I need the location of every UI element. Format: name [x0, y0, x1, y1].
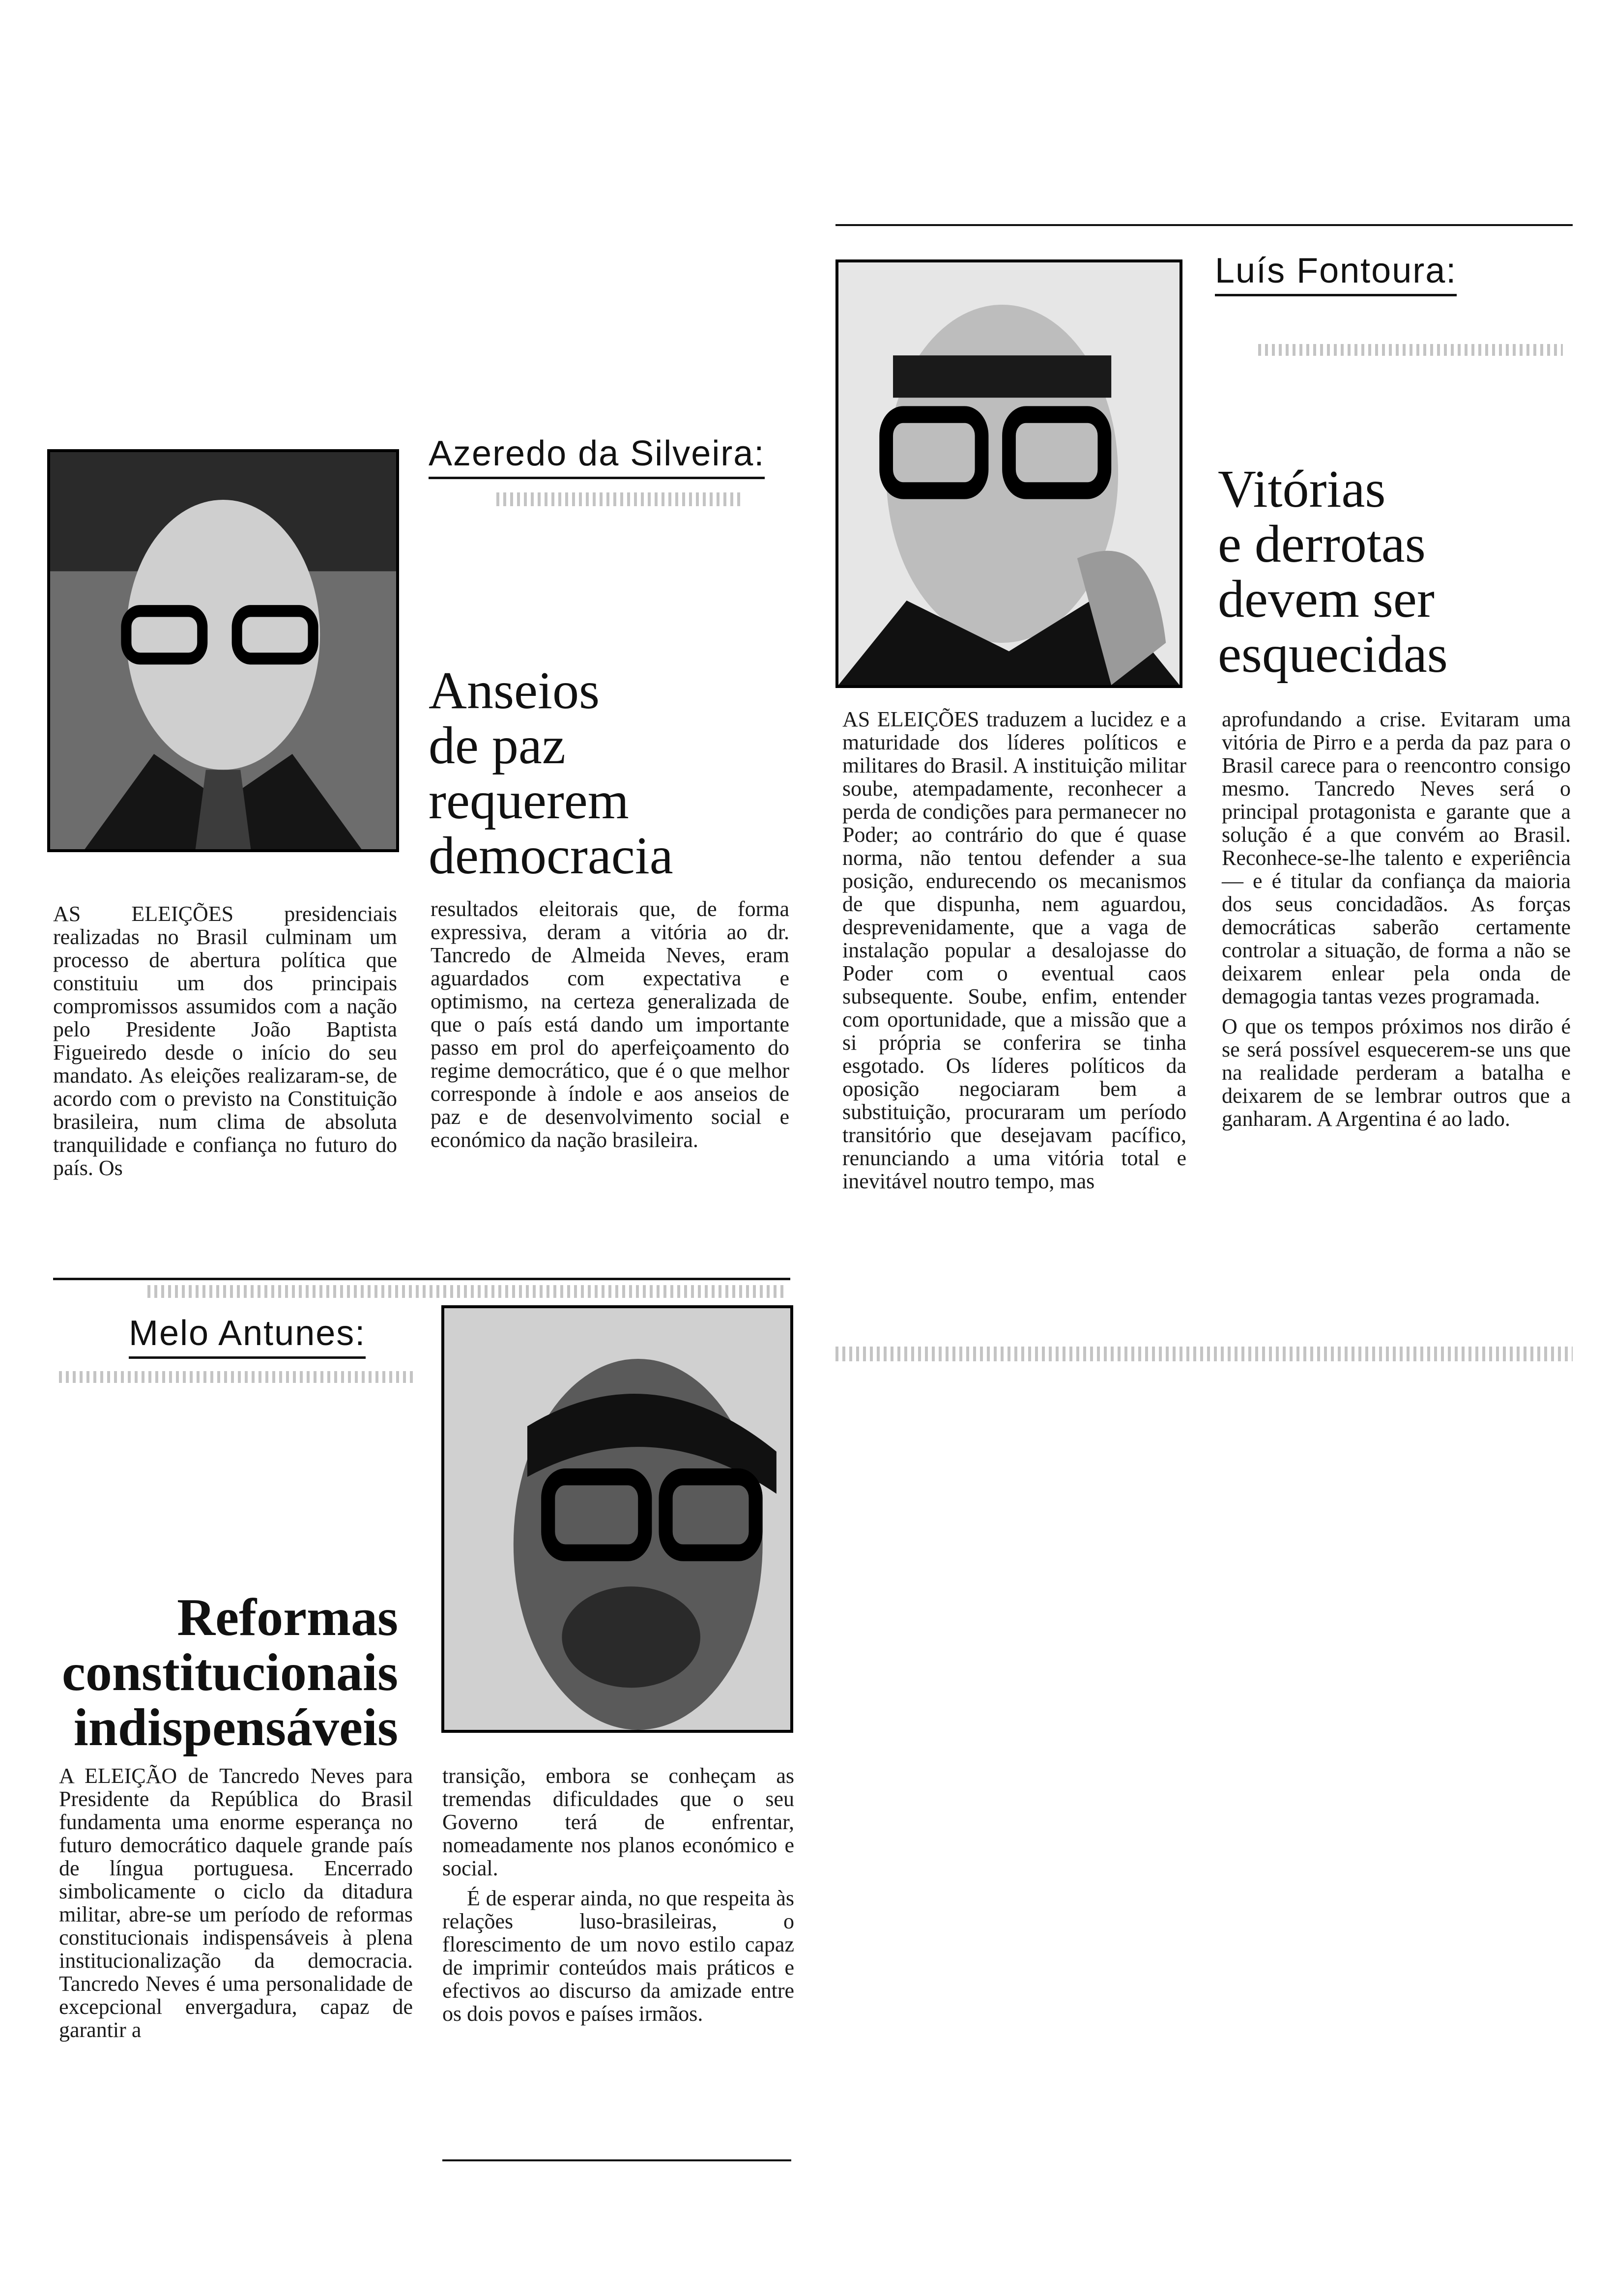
headline-line: Anseios — [429, 661, 600, 720]
headline-line: Vitórias — [1218, 460, 1386, 518]
byline-azeredo-da-silveira: Azeredo da Silveira: — [429, 433, 765, 479]
paragraph: resultados eleitorais que, de forma expressiva, deram a vitória ao dr. Tancredo de Almeida Neves, eram aguardados com expectativa e optimismo, na certeza generalizada de que o país está dando um importante passo em prol do aperfeiçoamento do regime democrático, que é o que melhor corresponde à índole e aos anseios de paz e de desenvolvimento social e económico da nação brasileira. — [431, 897, 789, 1152]
headline-line: de paz — [429, 717, 566, 775]
divider-rule — [835, 224, 1573, 226]
print-noise — [835, 1347, 1573, 1361]
headline-line: constitucionais — [61, 1643, 398, 1702]
byline-melo-antunes: Melo Antunes: — [129, 1313, 366, 1359]
photo-melo-antunes — [441, 1305, 793, 1733]
paragraph: A ELEIÇÃO de Tancredo Neves para Presidente da República do Brasil fundamenta uma enorme esperança no futuro democrático daquele grande país de língua portuguesa. Encerrado simbolicamente o ciclo da ditadura militar, abre-se um período de reformas constitucionais indispensáveis à plena institucionalização da democracia. Tancredo Neves é uma personalidade de excepcional envergadura, capaz de garantir a — [59, 1764, 413, 2042]
print-noise — [1258, 344, 1563, 356]
article-column — [842, 708, 1186, 1200]
paragraph: O que os tempos próximos nos dirão é se será possível esquecerem-se uns que na realidade perderam a batalha e deixarem de se lembrar outros que a ganharam. A Argentina é ao lado. — [1222, 1014, 1571, 1131]
headline-line: requerem — [429, 772, 629, 830]
headline-line: devem ser — [1218, 570, 1435, 629]
photo-luis-fontoura — [835, 259, 1182, 688]
paragraph: transição, embora se conheçam as tremendas dificuldades que o seu Governo terá de enfrentar, nomeadamente nos planos económico e social. — [442, 1764, 794, 1880]
portrait-illustration — [444, 1308, 790, 1730]
paragraph: AS ELEIÇÕES presidenciais realizadas no Brasil culminam um processo de abertura política que constituiu um dos principais compromissos assumidos com a nação pelo Presidente João Baptista Figueiredo desde o início do seu mandato. As eleições realizaram-se, de acordo com o previsto na Constituição brasileira, num clima de absoluta tranquilidade e confiança no futuro do país. Os — [53, 902, 397, 1180]
headline-line: esquecidas — [1218, 625, 1448, 684]
paragraph: É de esperar ainda, no que respeita às relações luso-brasileiras, o florescimento de um novo estilo capaz de imprimir conteúdos mais práticos e efectivos ao discurso da amizade entre os dois povos e países irmãos. — [442, 1886, 794, 2026]
headline-vitorias-e-derrotas — [1218, 462, 1582, 682]
article-column — [53, 902, 397, 1186]
headline-line: democracia — [429, 827, 673, 885]
article-column — [431, 897, 789, 1158]
headline-line: indispensáveis — [73, 1698, 398, 1757]
headline-line: e derrotas — [1218, 515, 1426, 574]
headline-reformas-constitucionais — [54, 1590, 398, 1755]
print-noise — [147, 1285, 786, 1298]
article-column — [442, 1764, 794, 2032]
divider-rule — [442, 2159, 791, 2161]
print-noise — [59, 1371, 413, 1383]
headline-anseios-de-paz — [429, 663, 802, 884]
article-column — [1222, 708, 1571, 1137]
print-noise — [496, 492, 742, 506]
paragraph: AS ELEIÇÕES traduzem a lucidez e a maturidade dos líderes políticos e militares do Brasil. A instituição militar soube, atempadamente, reconhecer a perda de condições para permanecer no Poder; ao contrário do que é quase norma, não tentou defender a sua posição, endurecendo os mecanismos de que dispunha, nem aguardou, desprevenidamente, que a vaga de instalação popular a desalojasse do Poder com o eventual caos subsequente. Soube, enfim, entender com oportunidade, que a missão que a si própria se conferira se tinha esgotado. Os líderes políticos da oposição negociaram bem a substituição, procuraram um período transitório que desejavam pacífico, renunciando a uma vitória total e inevitável noutro tempo, mas — [842, 707, 1186, 1193]
byline-luis-fontoura: Luís Fontoura: — [1215, 251, 1457, 296]
portrait-illustration — [50, 452, 396, 849]
portrait-illustration — [838, 262, 1180, 685]
divider-rule — [53, 1278, 790, 1280]
article-column — [59, 1764, 413, 2048]
photo-azeredo-da-silveira — [47, 449, 399, 852]
headline-line: Reformas — [177, 1588, 398, 1647]
paragraph: aprofundando a crise. Evitaram uma vitória de Pirro e a perda da paz para o Brasil carece para o reencontro consigo mesmo. Tancredo Neves será o principal protagonista e garante que a solução é a que convém ao Brasil. Reconhece-se-lhe talento e experiência — e é titular da confiança da maioria dos seus concidadãos. As forças democráticas saberão certamente controlar a situação, de forma a não se deixarem enlear pela onda de demagogia tantas vezes programada. — [1222, 707, 1571, 1008]
